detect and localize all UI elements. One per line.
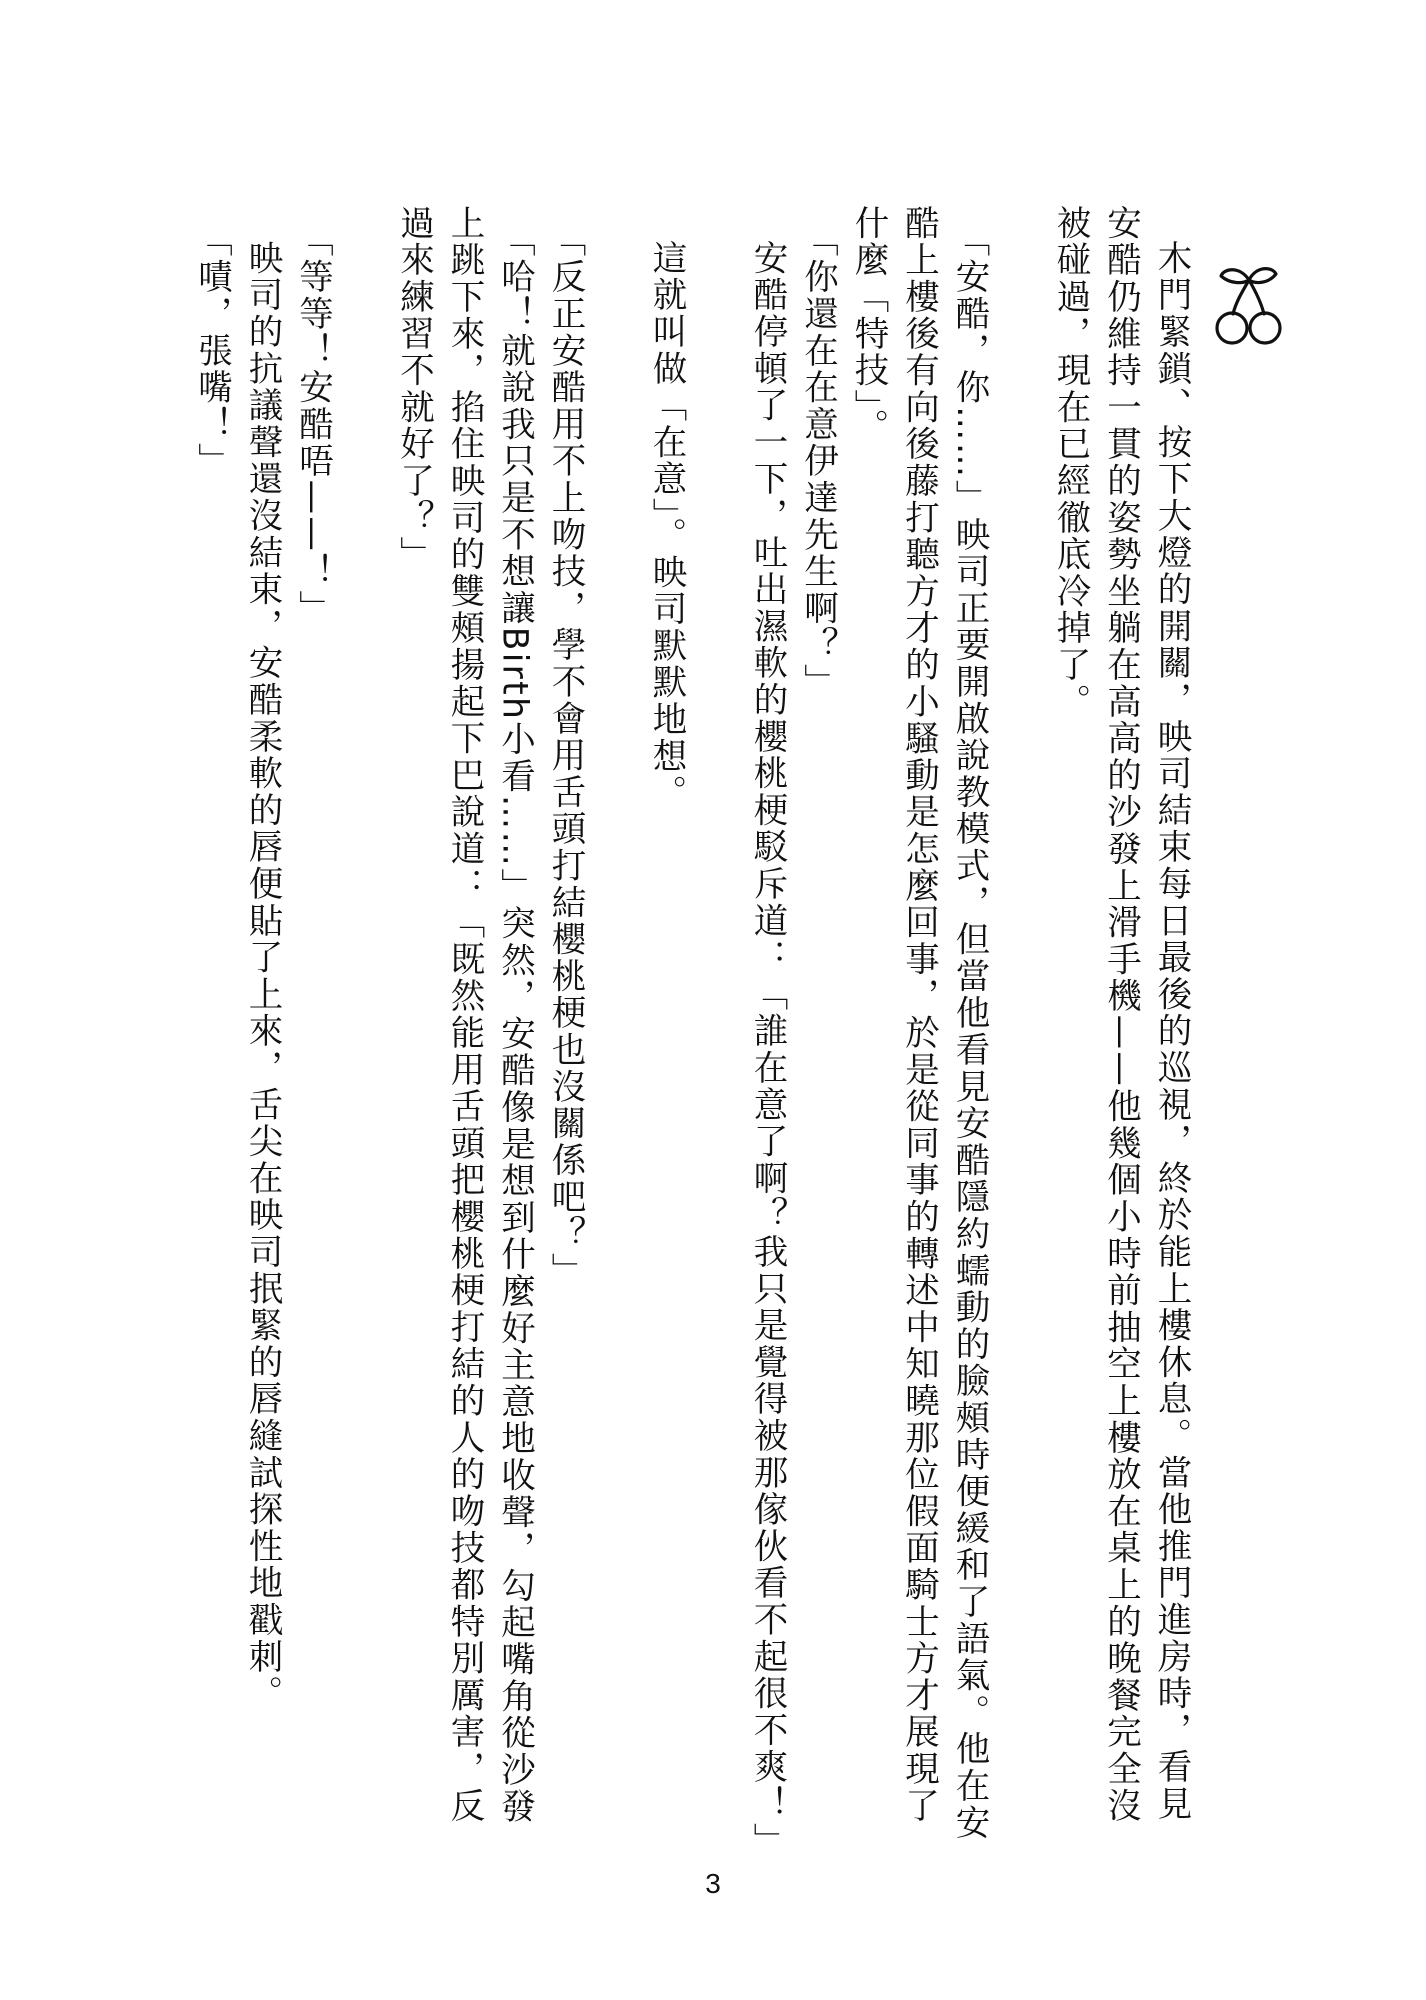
paragraph: 「等等！安酷唔——！」 <box>292 222 333 628</box>
blank-line <box>590 205 641 1845</box>
paragraph: 這就叫做「在意」。映司默默地想。 <box>646 239 686 812</box>
paragraph: 「安酷，你……」映司正要開啟說教模式，但當他看見安酷隱約蠕動的臉頰時便緩和了語氣。他在安酷上樓後有向後藤打聽方才的小騷動是怎麼回事，於是從同事的轉述中知曉那位假面騎士方才展現了什麼「特技」。 <box>848 205 989 1842</box>
page-number: 3 <box>705 1868 721 1899</box>
paragraph: 「嘖，張嘴！」 <box>191 222 232 480</box>
cherry-icon <box>1212 262 1286 348</box>
paragraph: 「反正安酷用不上吻技，學不會用舌頭打結櫻桃梗也沒關係吧？」 <box>545 222 585 1290</box>
paragraph: 木門緊鎖、按下大燈的開關，映司結束每日最後的巡視，終於能上樓休息。當他推門進房時，看見安酷仍維持一貫的姿勢坐躺在高高的沙發上滑手機——他幾個小時前抽空上樓放在桌上的晚餐完全沒被碰過，現在已經徹底冷掉了。 <box>1050 205 1191 1825</box>
blank-line <box>994 205 1045 1845</box>
paragraph: 安酷停頓了一下，吐出濕軟的櫻桃梗駁斥道：「誰在意了啊？我只是覺得被那傢伙看不起很不爽！」 <box>747 239 787 1859</box>
paragraph: 「你還在在意伊達先生啊？」 <box>797 222 838 701</box>
paragraph: 「哈！就說我只是不想讓Birth小看……」突然，安酷像是想到什麼好主意地收聲，勾起嘴角從沙發上跳下來，掐住映司的雙頰揚起下巴說道：「既然能用舌頭把櫻桃梗打結的人的吻技都特別厲害，反過來練習不就好了？」 <box>393 205 535 1826</box>
blank-line <box>338 205 389 1845</box>
paragraph: 映司的抗議聲還沒結束，安酷柔軟的唇便貼了上來，舌尖在映司抿緊的唇縫試探性地戳刺。 <box>242 239 282 1712</box>
story-text <box>191 205 1196 1859</box>
blank-line <box>691 205 742 1845</box>
